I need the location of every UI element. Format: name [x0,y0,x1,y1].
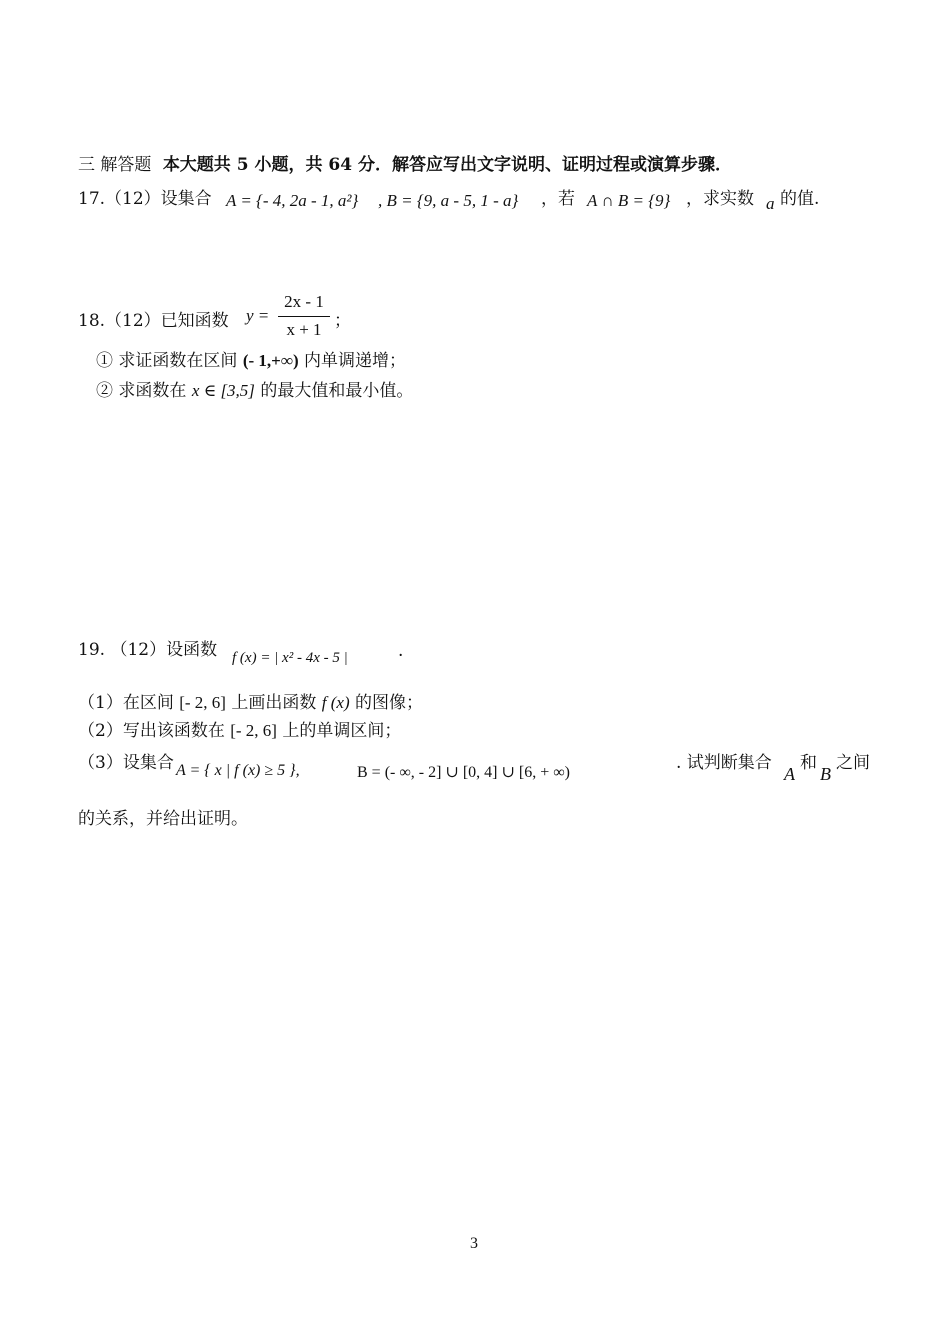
section-prefix: 三 解答题 [78,155,152,175]
q17-var: a [766,194,775,213]
q19-part2-pre: （2）写出该函数在 [78,721,225,741]
q18-numerator: 2x - 1 [284,292,324,311]
q18-part1-interval: (- 1,+∞) [242,351,299,370]
q18-part1-post: 内单调递增； [304,351,407,371]
q19-dot: · [398,646,404,666]
q19-part2-interval: [- 2, 6] [230,721,277,740]
q19-part1-pre: （1）在区间 [78,693,174,713]
q19-part1-func: f (x) [321,693,350,712]
q17-if: ，若 [541,189,575,209]
q19-part3-line2: 的关系，并给出证明。 [78,809,248,829]
q19-part3-between: 之间 [836,753,870,773]
q19-part1-mid: 上画出函数 [231,693,317,713]
q17-end: 的值. [780,189,820,209]
q19-part2-post: 上的单调区间； [282,721,402,741]
q19-part-2 [78,716,401,741]
q18-part-2 [96,376,413,401]
q19-part1-interval: [- 2, 6] [179,693,226,712]
section-header [78,150,732,175]
q18-fraction-bar [278,316,330,317]
q19-part3-set-b: B = (- ∞, - 2] ∪ [0, 4] ∪ [6, + ∞) [357,764,570,781]
q18-denominator: x + 1 [286,320,322,339]
q18-y-eq: y = [246,306,270,325]
q18-part2-math: x ∈ [3,5] [191,381,255,400]
q17-set-a: A = {- 4, 2a - 1, a²} [226,191,359,210]
q17-set-b: , B = {9, a - 5, 1 - a} [378,191,519,210]
q18-part2-pre: ② 求函数在 [96,381,187,401]
q19-part3-a: A [784,764,795,784]
q18-part2-post: 的最大值和最小值。 [260,381,414,401]
q18-part-1 [96,346,406,371]
q17-intersection: A ∩ B = {9} [587,191,671,210]
q19-part3-and: 和 [800,753,817,773]
q19-part3-post: . 试判断集合 [676,753,772,773]
q18-part1-pre: ① 求证函数在区间 [96,351,238,371]
q19-function: f (x) = | x² - 4x - 5 | [232,650,348,666]
q19-part-1 [78,688,423,713]
q17-label: 17.（12）设集合 [78,189,212,209]
q18-semicolon: ； [334,311,351,331]
q18-label: 18.（12）已知函数 [78,311,229,331]
q19-part3-b: B [820,764,831,784]
q19-label: 19. （12）设函数 [78,640,218,660]
q19-part3-pre: （3）设集合 [78,753,174,773]
q19-part3-set-a: A = { x | f (x) ≥ 5 }, [176,762,300,779]
q17-ask: ，求实数 [686,189,754,209]
page-number: 3 [470,1235,478,1252]
q19-part1-post: 的图像； [355,693,424,713]
section-instructions: 本大题共 5 小题，共 64 分．解答应写出文字说明、证明过程或演算步骤． [162,155,732,175]
